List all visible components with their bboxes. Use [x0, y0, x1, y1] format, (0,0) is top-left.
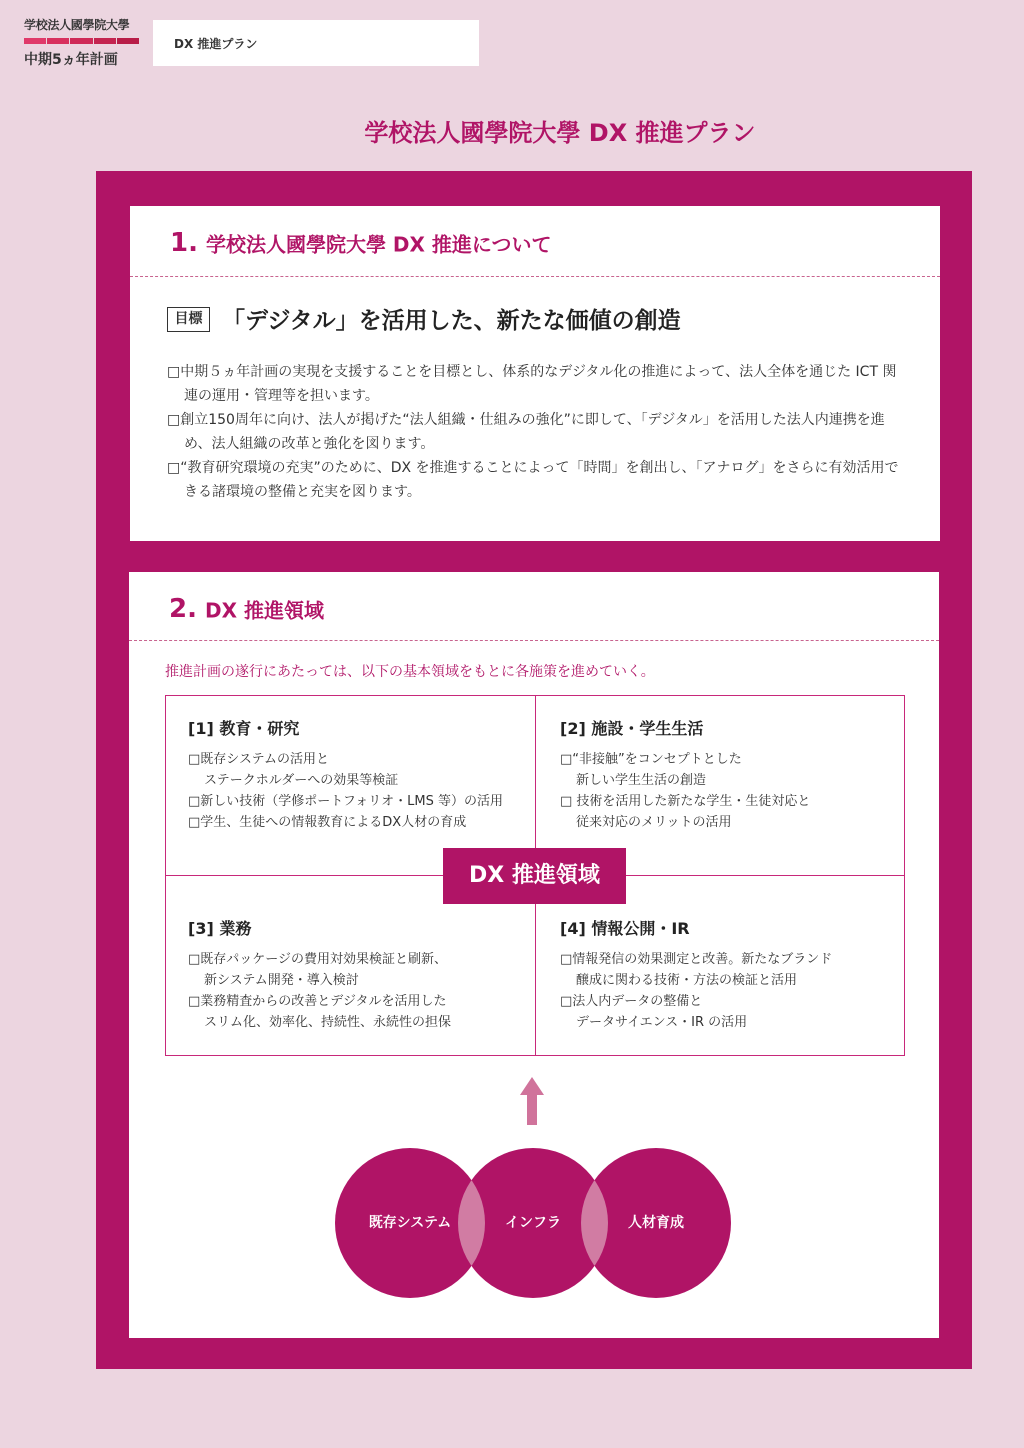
- quadrant-disclosure-ir: [560, 916, 832, 1033]
- org-name: 学校法人國學院大學: [24, 18, 130, 32]
- up-arrow-icon: [520, 1077, 544, 1125]
- dx-domain-badge: DX 推進領域: [443, 848, 626, 904]
- quadrant-line: □既存パッケージの費用対効果検証と刷新、: [188, 952, 448, 967]
- plan-name: 中期5ヵ年計画: [24, 52, 118, 68]
- section-2-intro: 推進計画の遂行にあたっては、以下の基本領域をもとに各施策を進めていく。: [165, 664, 655, 680]
- quadrant-line: □“非接触”をコンセプトとした: [560, 752, 742, 767]
- section-1-heading: [170, 228, 552, 258]
- quadrant-title: [1] 教育・研究: [188, 719, 300, 738]
- venn-label-infrastructure: インフラ: [505, 1215, 561, 1231]
- goal-tag: 目標: [167, 307, 210, 332]
- venn-label-human-resources: 人材育成: [628, 1215, 684, 1231]
- quadrant-line: □既存システムの活用と: [188, 752, 329, 767]
- section-1-title: 学校法人國學院大學 DX 推進について: [205, 232, 552, 257]
- bullet-item: □創立150周年に向け、法人が掲げた“法人組織・仕組みの強化”に即して、「デジタル」を活用した法人内連携を進め、法人組織の改革と強化を図ります。: [167, 412, 885, 452]
- quadrant-line: 新システム開発・導入検討: [204, 973, 359, 988]
- domain-grid: [165, 695, 905, 1056]
- quadrant-education-research: [188, 716, 503, 833]
- dashed-divider: [130, 276, 940, 277]
- quadrant-title: [2] 施設・学生生活: [560, 719, 704, 738]
- foundation-venn: [335, 1148, 731, 1298]
- section-2-number: 2.: [169, 594, 197, 624]
- org-logo: [24, 16, 139, 69]
- quadrant-line: □情報発信の効果測定と改善。新たなブランド: [560, 952, 833, 967]
- section-1-bullets: [167, 360, 907, 504]
- goal-text: 「デジタル」を活用した、新たな価値の創造: [222, 308, 681, 334]
- quadrant-facilities-student-life: [560, 716, 810, 833]
- quadrant-line: 従来対応のメリットの活用: [576, 815, 732, 830]
- quadrant-line: 新しい学生生活の創造: [576, 773, 707, 788]
- quadrant-line: データサイエンス・IR の活用: [576, 1015, 748, 1030]
- logo-color-bar: [24, 38, 139, 44]
- bullet-item: □“教育研究環境の充実”のために、DX を推進することによって「時間」を創出し、「アナログ」をさらに有効活用できる諸環境の整備と充実を図ります。: [167, 460, 899, 500]
- quadrant-operations: [188, 916, 451, 1033]
- section-2-card: [129, 572, 939, 1338]
- page-title: 学校法人國學院大學 DX 推進プラン: [364, 119, 756, 147]
- quadrant-line: 醸成に関わる技術・方法の検証と活用: [576, 973, 798, 988]
- section-2-title: DX 推進領域: [204, 598, 324, 623]
- quadrant-line: □業務精査からの改善とデジタルを活用した: [188, 994, 447, 1009]
- section-1-card: [130, 206, 940, 541]
- dashed-divider: [129, 640, 939, 641]
- section-label-box: DX 推進プラン: [153, 20, 479, 66]
- quadrant-title: [3] 業務: [188, 919, 252, 938]
- quadrant-line: □ 技術を活用した新たな学生・生徒対応と: [560, 794, 811, 809]
- section-1-number: 1.: [170, 228, 198, 258]
- section-2-heading: [169, 594, 324, 624]
- venn-label-existing-systems: 既存システム: [368, 1215, 452, 1231]
- quadrant-line: スリム化、効率化、持続性、永続性の担保: [204, 1015, 452, 1030]
- quadrant-line: □新しい技術（学修ポートフォリオ・LMS 等）の活用: [188, 794, 503, 809]
- content-frame: [96, 171, 972, 1369]
- quadrant-line: □法人内データの整備と: [560, 994, 703, 1009]
- quadrant-line: □学生、生徒への情報教育によるDX人材の育成: [188, 815, 467, 830]
- quadrant-line: ステークホルダーへの効果等検証: [204, 773, 399, 788]
- bullet-item: □中期５ヵ年計画の実現を支援することを目標とし、体系的なデジタル化の推進によって、法人全体を通じた ICT 関連の運用・管理等を担います。: [167, 364, 897, 404]
- quadrant-title: [4] 情報公開・IR: [560, 919, 690, 938]
